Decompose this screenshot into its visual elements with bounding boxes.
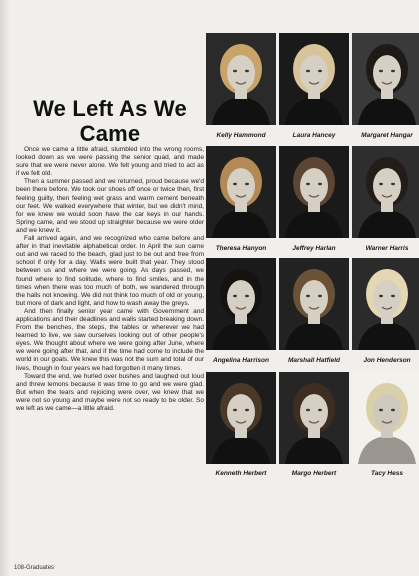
article-paragraph: Then a summer passed and we returned, proud because we'd been there before. We took our shoes off once or twice then, first feeling guilty, then feeling wet grass and warm cement beneath our feet. We walked everywhere that winter, but we didn't mind, for we knew we would soon have the car keys in our hands. Spring came, and we stood up straighter because we were older and we knew it.: [16, 178, 204, 234]
page-footer: 108-Graduates: [14, 565, 55, 571]
portrait-photo: [206, 33, 276, 125]
binding-shadow: [0, 0, 10, 576]
portrait-caption: Angelina Harrison: [213, 357, 269, 364]
portrait-caption: Kenneth Herbert: [215, 470, 267, 477]
portrait-photo: [279, 33, 349, 125]
article-paragraph: And then finally senior year came with Government and applications and their deadlines and walls started breaking down. From the benches, the steps, the tables or wherever we had learned to live, we saw ourselves looking out of other people's eyes. We thought about where we were going after June, where we were going after that, and if the time had come to include the world in our goals. We knew this was not the sum and total of our lives, though in four years we had forgotten it many times.: [16, 307, 204, 372]
portrait-photo: [352, 372, 419, 464]
portrait-caption: Jon Henderson: [363, 357, 411, 364]
article-paragraph: Fall arrived again, and we recognized who came before and after in that inevitable alphabetical order. In April the sun came out and we raced to the beach, glad just to be out and free from school if only for a day. Walls were built that year. They stood between us and where we were going. As days passed, we found where to find solitude, where to find smiles, and in the times when there was too much of both, we wandered through the halls not knowing. We did not think too much of old or young, but more of dark and light, and how to wash away the greys.: [16, 235, 204, 307]
portrait-photo: [206, 146, 276, 238]
portrait-caption: Laura Hancey: [292, 132, 336, 139]
portrait-photo: [279, 146, 349, 238]
portrait-photo: [206, 258, 276, 350]
portrait-caption: Kelly Hammond: [216, 132, 266, 139]
article-body: [16, 146, 204, 413]
portrait-photo: [279, 258, 349, 350]
article-paragraph: Toward the end, we hurled over bushes and laughed out loud and threw lemons because it was time to go and we were glad. But when the tears and rejoicing were over, we knew that we were not so young and maybe were not so ready to be older. So we left as we came—a little afraid.: [16, 372, 204, 412]
portrait-caption: Theresa Hanyon: [215, 245, 267, 252]
portrait-photo: [279, 372, 349, 464]
portrait-caption: Marshall Hatfield: [287, 357, 340, 364]
portrait-caption: Jeffrey Harlan: [292, 245, 336, 252]
portrait-photo: [352, 258, 419, 350]
article-paragraph: Once we came a little afraid, stumbled into the wrong rooms, looked down as we were passing the senior quad, and made sure that we were never alone. We felt young and tried to act as if we felt old.: [16, 146, 204, 178]
portrait-photo: [352, 146, 419, 238]
article-title: [20, 96, 200, 146]
portrait-caption: Tacy Hess: [371, 470, 403, 477]
portrait-caption: Margaret Hangar: [361, 132, 413, 139]
portrait-caption: Margo Herbert: [291, 470, 337, 477]
portrait-caption: Warner Harris: [365, 245, 409, 252]
article-title-line-1: We Left As We: [33, 96, 187, 121]
portrait-photo: [206, 372, 276, 464]
portrait-photo: [352, 33, 419, 125]
article-title-line-2: Came: [79, 121, 141, 146]
